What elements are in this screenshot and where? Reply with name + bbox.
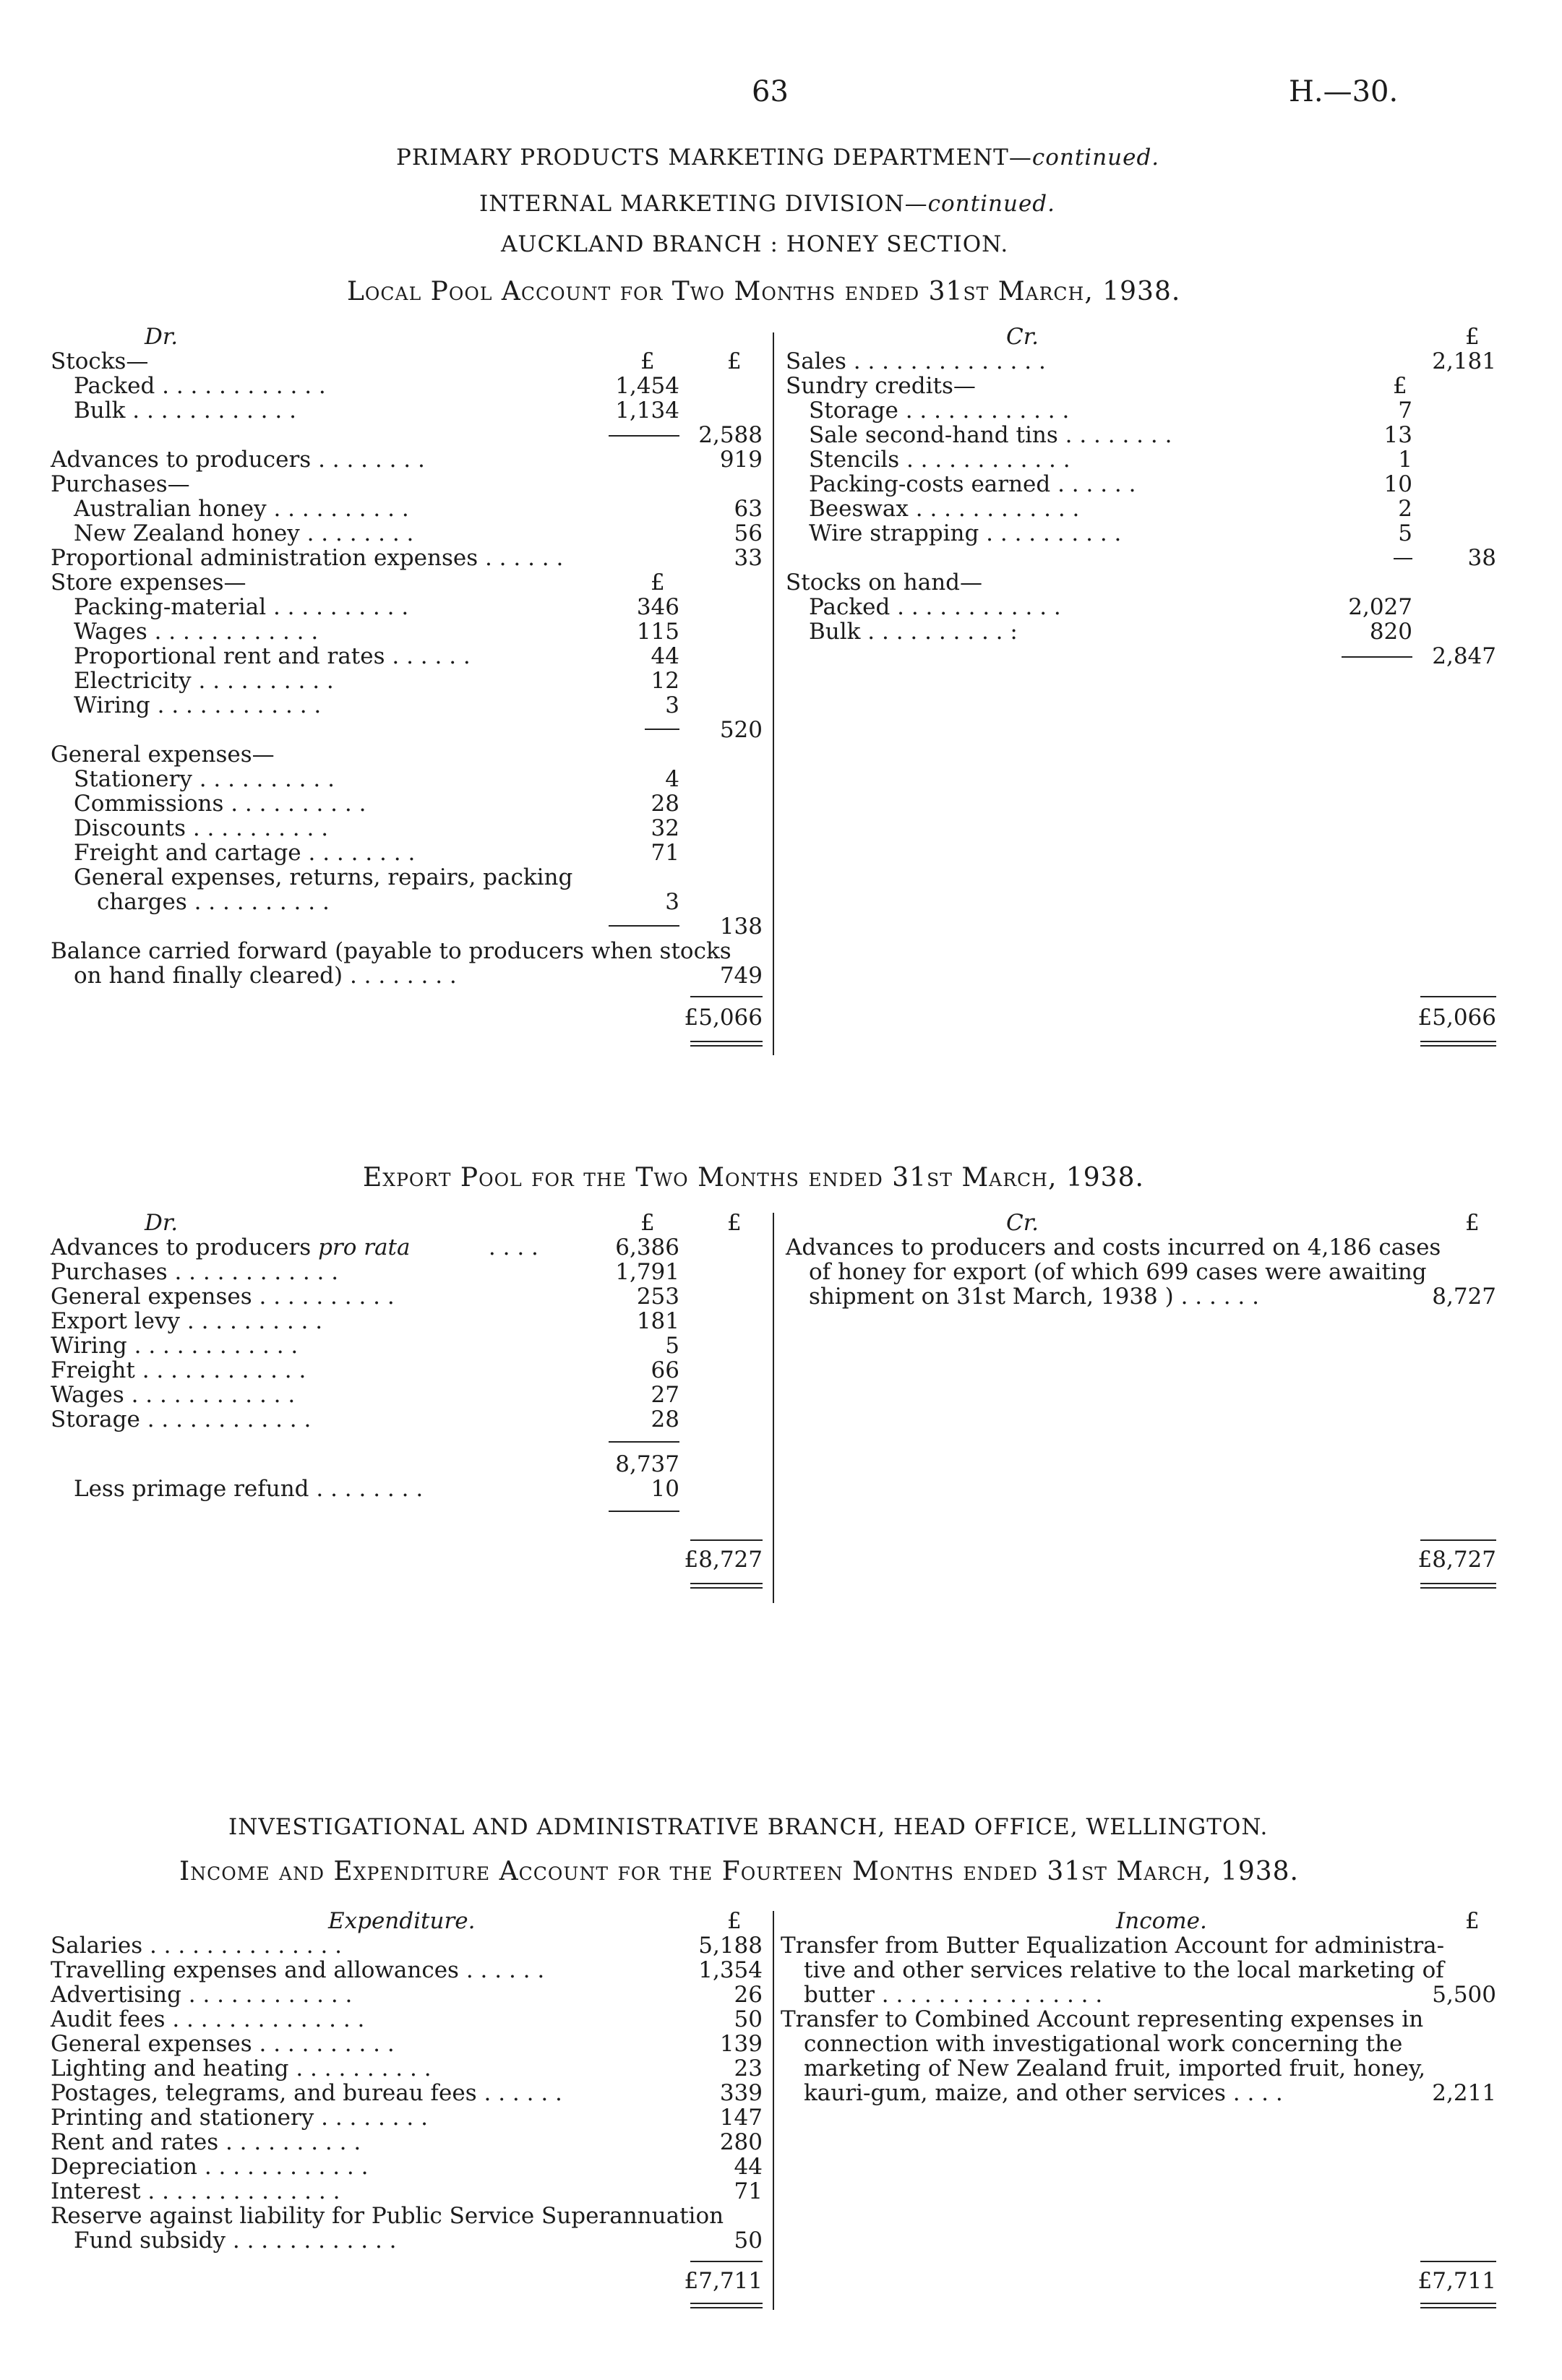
dr-label: Dr.	[145, 324, 179, 350]
account-total: £8,727	[684, 1547, 763, 1573]
line-label: Reserve against liability for Public Service Superannuation	[51, 2203, 724, 2229]
rule	[690, 1041, 763, 1042]
line-amount: 5,500	[1432, 1982, 1496, 2008]
line-label: Bulk . . . . . . . . . . . .	[74, 398, 296, 424]
line-label: Transfer from Butter Equalization Account for administra-	[781, 1933, 1445, 1959]
line-amount: 1,354	[698, 1957, 763, 1983]
line-label: Freight and cartage . . . . . . . .	[74, 840, 416, 866]
line-amount: 44	[734, 2154, 763, 2180]
line-total: 2,847	[1432, 643, 1496, 669]
line-label: charges . . . . . . . . . .	[97, 889, 330, 915]
line-label: Storage . . . . . . . . . . . .	[51, 1406, 312, 1432]
line-label: Bulk . . . . . . . . . . :	[809, 619, 1018, 645]
line-label: Postages, telegrams, and bureau fees . . . . . .	[51, 2080, 562, 2106]
line-label: Depreciation . . . . . . . . . . . .	[51, 2154, 369, 2180]
line-label: Sales . . . . . . . . . . . . . .	[786, 348, 1046, 374]
account-total: £8,727	[1417, 1547, 1496, 1573]
line-label: Printing and stationery . . . . . . . .	[51, 2105, 428, 2131]
rule	[1420, 2307, 1496, 2308]
rule	[690, 1583, 763, 1584]
branch-heading: AUCKLAND BRANCH : HONEY SECTION.	[501, 231, 1009, 257]
account-total: £5,066	[1417, 1005, 1496, 1031]
account-total: £5,066	[684, 1005, 763, 1031]
line-amount: 1,134	[615, 398, 679, 424]
rule	[1420, 1583, 1496, 1584]
account-total: £7,711	[684, 2268, 763, 2294]
line-amount: 139	[719, 2031, 763, 2057]
line-amount: 1,791	[615, 1259, 679, 1285]
line-amount: 181	[636, 1308, 679, 1334]
rule	[690, 2307, 763, 2308]
pound-header: £	[1465, 1908, 1480, 1934]
line-amount: 115	[636, 619, 679, 645]
line-total: 2,181	[1432, 348, 1496, 374]
rule	[609, 1441, 679, 1443]
report-reference: H.—30.	[1289, 75, 1399, 108]
line-label: Packing-material . . . . . . . . . .	[74, 594, 409, 620]
line-amount: 1	[1398, 447, 1412, 473]
line-label: butter . . . . . . . . . . . . . . . .	[804, 1982, 1103, 2008]
line-label: Advances to producers and costs incurred on 4,186 cases	[786, 1234, 1441, 1260]
line-amount: 71	[651, 840, 679, 866]
line-amount: 10	[1383, 471, 1412, 497]
rule	[690, 2261, 763, 2262]
line-label: Stencils . . . . . . . . . . . .	[809, 447, 1070, 473]
division-heading: INTERNAL MARKETING DIVISION—continued.	[479, 191, 1055, 217]
cr-label: Cr.	[1006, 324, 1039, 350]
line-label: General expenses—	[51, 742, 275, 768]
pound-header: £	[1393, 373, 1407, 399]
line-amount: 5	[665, 1333, 679, 1359]
line-label: Electricity . . . . . . . . . .	[74, 668, 334, 694]
rule	[1420, 1045, 1496, 1047]
line-label: Wire strapping . . . . . . . . . .	[809, 520, 1122, 546]
line-amount: 44	[651, 643, 679, 669]
line-label: tive and other services relative to the local marketing of	[804, 1957, 1444, 1983]
line-amount: 6,386	[615, 1234, 679, 1260]
line-label: Advances to producers . . . . . . . .	[51, 447, 425, 473]
line-amount: 12	[651, 668, 679, 694]
rule	[609, 1511, 679, 1512]
pound-header: £	[727, 1210, 742, 1236]
line-label: Wages . . . . . . . . . . . .	[74, 619, 319, 645]
expenditure-label: Expenditure.	[328, 1908, 476, 1934]
rule	[1420, 2261, 1496, 2262]
line-amount: 27	[651, 1382, 679, 1408]
pound-header: £	[727, 1908, 742, 1934]
line-label: Less primage refund . . . . . . . .	[74, 1476, 424, 1502]
line-amount: 28	[651, 791, 679, 817]
line-label: Purchases . . . . . . . . . . . .	[51, 1259, 339, 1285]
line-amount: 2	[1398, 496, 1412, 522]
line-amount: 2,211	[1432, 2080, 1496, 2106]
line-total: 2,588	[698, 422, 763, 448]
line-label: Australian honey . . . . . . . . . .	[74, 496, 409, 522]
line-total: 919	[719, 447, 763, 473]
investigational-heading: INVESTIGATIONAL AND ADMINISTRATIVE BRANCH, HEAD OFFICE, WELLINGTON.	[228, 1814, 1269, 1840]
line-amount: 253	[636, 1284, 679, 1310]
income-expenditure-title: Income and Expenditure Account for the Fourteen Months ended 31st March, 1938.	[179, 1857, 1299, 1886]
line-total: 138	[719, 914, 763, 940]
line-label: kauri-gum, maize, and other services . . . .	[804, 2080, 1283, 2106]
line-label: Wiring . . . . . . . . . . . .	[51, 1333, 299, 1359]
line-amount: 32	[651, 815, 679, 841]
rule	[1420, 2303, 1496, 2304]
line-label: Sale second-hand tins . . . . . . . .	[809, 422, 1172, 448]
line-amount: 5	[1398, 520, 1412, 546]
line-amount: 2,027	[1348, 594, 1412, 620]
line-amount: 7	[1398, 398, 1412, 424]
line-label: Wiring . . . . . . . . . . . .	[74, 692, 322, 718]
income-label: Income.	[1116, 1908, 1207, 1934]
line-label: Fund subsidy . . . . . . . . . . . .	[74, 2228, 397, 2254]
line-amount: 820	[1369, 619, 1412, 645]
line-label: New Zealand honey . . . . . . . .	[74, 520, 414, 546]
export-pool-title: Export Pool for the Two Months ended 31st March, 1938.	[363, 1163, 1144, 1193]
line-amount: 13	[1383, 422, 1412, 448]
line-label: Packed . . . . . . . . . . . .	[809, 594, 1061, 620]
line-label: connection with investigational work concerning the	[804, 2031, 1403, 2057]
line-label: shipment on 31st March, 1938 ) . . . . . .	[809, 1284, 1259, 1310]
line-label: Interest . . . . . . . . . . . . . .	[51, 2178, 340, 2204]
line-amount: 5,188	[698, 1933, 763, 1959]
line-total: 8,727	[1432, 1284, 1496, 1310]
line-amount: 346	[636, 594, 679, 620]
page-number: 63	[752, 75, 789, 108]
line-amount: 4	[665, 766, 679, 792]
line-label: General expenses, returns, repairs, packing	[74, 864, 573, 890]
line-label: Audit fees . . . . . . . . . . . . . .	[51, 2006, 365, 2032]
line-label: on hand finally cleared) . . . . . . . .	[74, 963, 457, 989]
line-label: Export levy . . . . . . . . . .	[51, 1308, 323, 1334]
line-label: General expenses . . . . . . . . . .	[51, 1284, 395, 1310]
export-pool-divider	[773, 1213, 774, 1603]
pound-header: £	[1465, 1210, 1480, 1236]
line-total: 63	[734, 496, 763, 522]
line-amount: 280	[719, 2129, 763, 2155]
line-label: of honey for export (of which 699 cases were awaiting	[809, 1259, 1427, 1285]
rule	[690, 2303, 763, 2304]
line-amount: 66	[651, 1357, 679, 1383]
rule	[1420, 1539, 1496, 1541]
line-amount: 1,454	[615, 373, 679, 399]
line-amount: 26	[734, 1982, 763, 2008]
rule	[1420, 1041, 1496, 1042]
line-total: 520	[719, 717, 763, 743]
line-amount: 50	[734, 2228, 763, 2254]
line-label: Purchases—	[51, 471, 190, 497]
rule	[690, 1587, 763, 1589]
line-label: Balance carried forward (payable to producers when stocks	[51, 938, 731, 964]
local-pool-title: Local Pool Account for Two Months ended 31st March, 1938.	[347, 277, 1181, 306]
dr-label: Dr.	[145, 1210, 179, 1236]
rule	[690, 1539, 763, 1541]
pound-header: £	[640, 348, 655, 374]
line-label: Transfer to Combined Account representing expenses in	[781, 2006, 1424, 2032]
rule	[1420, 1587, 1496, 1589]
line-label: Proportional rent and rates . . . . . .	[74, 643, 471, 669]
line-amount: 28	[651, 1406, 679, 1432]
line-label: Proportional administration expenses . . . . . .	[51, 545, 564, 571]
line-label: Packing-costs earned . . . . . .	[809, 471, 1136, 497]
line-amount: 3	[665, 692, 679, 718]
rule	[1420, 996, 1496, 997]
line-amount: 71	[734, 2178, 763, 2204]
pound-header: £	[1465, 324, 1480, 350]
income-expenditure-divider	[773, 1911, 774, 2310]
line-label: Advances to producers pro rata . . . .	[51, 1234, 538, 1260]
line-amount: 10	[651, 1476, 679, 1502]
line-amount: 23	[734, 2055, 763, 2082]
account-total: £7,711	[1417, 2268, 1496, 2294]
line-label: Discounts . . . . . . . . . .	[74, 815, 329, 841]
line-label: Beeswax . . . . . . . . . . . .	[809, 496, 1080, 522]
rule	[690, 1045, 763, 1047]
line-label: Advertising . . . . . . . . . . . .	[51, 1982, 353, 2008]
line-amount: 50	[734, 2006, 763, 2032]
line-label: marketing of New Zealand fruit, imported fruit, honey,	[804, 2055, 1426, 2082]
cr-label: Cr.	[1006, 1210, 1039, 1236]
line-label: Salaries . . . . . . . . . . . . . .	[51, 1933, 343, 1959]
line-label: Commissions . . . . . . . . . .	[74, 791, 366, 817]
line-label: Stocks on hand—	[786, 570, 983, 596]
line-label: Packed . . . . . . . . . . . .	[74, 373, 326, 399]
line-label: Storage . . . . . . . . . . . .	[809, 398, 1070, 424]
line-total: 33	[734, 545, 763, 571]
line-label: Stationery . . . . . . . . . .	[74, 766, 335, 792]
line-label: Stocks—	[51, 348, 149, 374]
line-amount: 3	[665, 889, 679, 915]
line-label: Store expenses—	[51, 570, 246, 596]
line-total: 38	[1467, 545, 1496, 571]
local-pool-divider	[773, 332, 774, 1055]
line-total: 56	[734, 520, 763, 546]
line-label: Sundry credits—	[786, 373, 976, 399]
pound-header: £	[640, 1210, 655, 1236]
line-label: Wages . . . . . . . . . . . .	[51, 1382, 296, 1408]
line-label: Freight . . . . . . . . . . . .	[51, 1357, 306, 1383]
pound-header: £	[727, 348, 742, 374]
line-amount: 147	[719, 2105, 763, 2131]
line-label: General expenses . . . . . . . . . .	[51, 2031, 395, 2057]
line-label: Lighting and heating . . . . . . . . . .	[51, 2055, 432, 2082]
department-heading: PRIMARY PRODUCTS MARKETING DEPARTMENT—continued.	[396, 145, 1160, 171]
line-amount: 339	[719, 2080, 763, 2106]
line-total: 749	[719, 963, 763, 989]
rule	[690, 996, 763, 997]
line-label: Travelling expenses and allowances . . . . . .	[51, 1957, 545, 1983]
line-amount: 8,737	[615, 1451, 679, 1477]
pound-header: £	[651, 570, 665, 596]
line-label: Rent and rates . . . . . . . . . .	[51, 2129, 361, 2155]
